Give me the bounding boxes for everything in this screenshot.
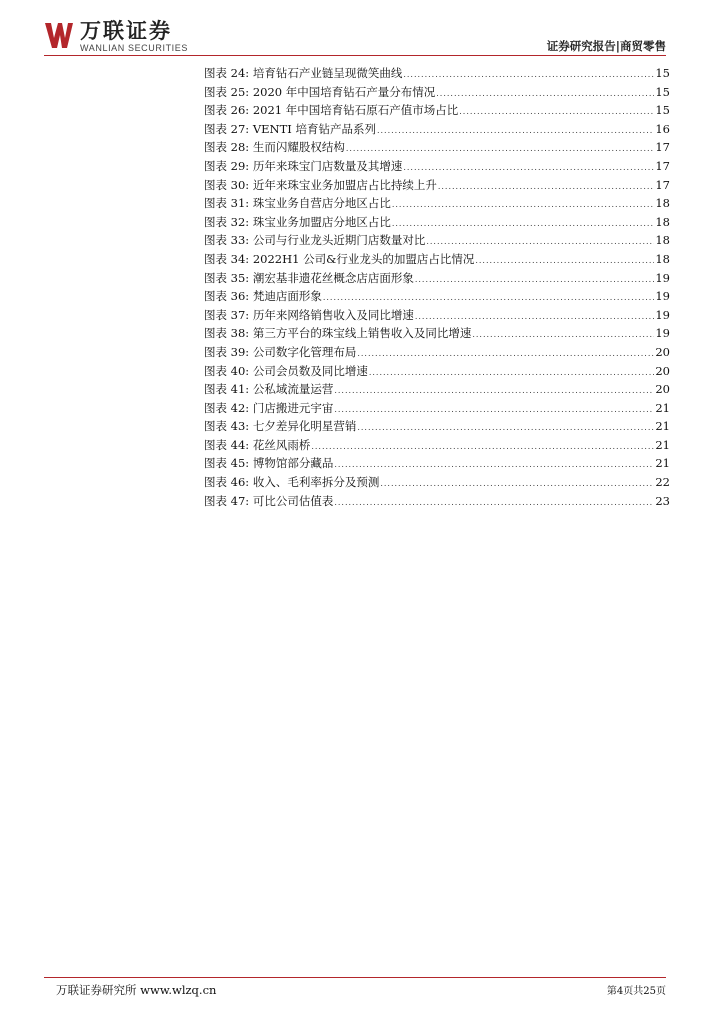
footer-institute: 万联证券研究所 www.wlzq.cn (56, 983, 217, 997)
toc-leader-dots (369, 364, 655, 383)
toc-entry[interactable] (204, 287, 670, 306)
report-category: 证券研究报告|商贸零售 (546, 39, 666, 53)
toc-entry-label: 图表 25: 2020 年中国培育钻石产量分布情况 (204, 84, 436, 99)
toc-entry[interactable] (204, 399, 670, 418)
toc-entry-label: 图表 27: VENTI 培育钻产品系列 (204, 121, 376, 136)
toc-entry[interactable] (204, 157, 670, 176)
toc-entry-page: 17 (655, 177, 670, 192)
toc-leader-dots (380, 475, 654, 494)
toc-leader-dots (392, 196, 655, 215)
toc-entry-page: 15 (655, 103, 670, 118)
toc-entry[interactable] (204, 269, 670, 288)
toc-leader-dots (392, 215, 655, 234)
toc-entry-label: 图表 39: 公司数字化管理布局 (204, 344, 357, 359)
toc-entry[interactable] (204, 101, 670, 120)
toc-leader-dots (334, 382, 654, 401)
toc-entry-label: 图表 44: 花丝风雨桥 (204, 437, 311, 452)
toc-entry-page: 18 (655, 251, 670, 266)
toc-entry-label: 图表 45: 博物馆部分藏品 (204, 456, 334, 471)
toc-leader-dots (403, 159, 654, 178)
toc-entry[interactable] (204, 83, 670, 102)
toc-entry-label: 图表 31: 珠宝业务自营店分地区占比 (204, 196, 391, 211)
toc-entry-label: 图表 43: 七夕差异化明星营销 (204, 419, 357, 434)
logo-chinese-name: 万联证券 (80, 19, 172, 43)
toc-entry-label: 图表 28: 生而闪耀股权结构 (204, 140, 345, 155)
toc-leader-dots (334, 401, 654, 420)
toc-entry-page: 21 (655, 437, 670, 452)
toc-leader-dots (311, 438, 654, 457)
toc-entry[interactable] (204, 324, 670, 343)
toc-entry-page: 20 (655, 363, 670, 378)
toc-entry-label: 图表 40: 公司会员数及同比增速 (204, 363, 368, 378)
company-logo (44, 20, 188, 54)
header-divider (44, 55, 666, 56)
toc-entry[interactable] (204, 213, 670, 232)
toc-entry[interactable] (204, 120, 670, 139)
toc-entry-page: 15 (655, 84, 670, 99)
toc-entry[interactable] (204, 138, 670, 157)
toc-leader-dots (357, 419, 654, 438)
toc-entry-page: 18 (655, 196, 670, 211)
toc-entry-page: 18 (655, 233, 670, 248)
footer-divider (44, 977, 666, 978)
toc-entry-label: 图表 35: 潮宏基非遗花丝概念店店面形象 (204, 270, 414, 285)
page-number: 第4页共25页 (606, 986, 666, 997)
toc-entry-page: 19 (655, 270, 670, 285)
toc-entry[interactable] (204, 380, 670, 399)
toc-entry-page: 21 (655, 419, 670, 434)
wanlian-logo-icon (44, 20, 74, 50)
toc-entry[interactable] (204, 306, 670, 325)
toc-entry-label: 图表 46: 收入、毛利率拆分及预测 (204, 475, 380, 490)
toc-entry[interactable] (204, 473, 670, 492)
toc-entry-label: 图表 32: 珠宝业务加盟店分地区占比 (204, 214, 391, 229)
toc-leader-dots (459, 103, 654, 122)
toc-entry[interactable] (204, 250, 670, 269)
toc-entry-page: 15 (655, 66, 670, 80)
toc-entry[interactable] (204, 436, 670, 455)
toc-entry-label: 图表 38: 第三方平台的珠宝线上销售收入及同比增速 (204, 326, 472, 341)
toc-entry-page: 20 (655, 344, 670, 359)
toc-entry-page: 21 (655, 400, 670, 415)
toc-entry[interactable] (204, 231, 670, 250)
toc-entry-page: 18 (655, 214, 670, 229)
toc-leader-dots (475, 252, 654, 271)
toc-leader-dots (438, 178, 655, 197)
toc-entry-label: 图表 33: 公司与行业龙头近期门店数量对比 (204, 233, 426, 248)
toc-entry-page: 21 (655, 456, 670, 471)
toc-entry-label: 图表 34: 2022H1 公司&行业龙头的加盟店占比情况 (204, 251, 475, 266)
toc-entry-page: 22 (655, 475, 670, 490)
toc-entry[interactable] (204, 362, 670, 381)
toc-entry[interactable] (204, 64, 670, 83)
toc-entry[interactable] (204, 454, 670, 473)
logo-english-name: WANLIAN SECURITIES (80, 43, 188, 53)
toc-leader-dots (377, 122, 654, 141)
toc-entry[interactable] (204, 417, 670, 436)
toc-leader-dots (334, 494, 654, 513)
toc-entry-page: 16 (655, 121, 670, 136)
toc-leader-dots (334, 456, 654, 475)
toc-entry-page: 20 (655, 382, 670, 397)
toc-entry[interactable] (204, 492, 670, 511)
toc-entry-page: 17 (655, 140, 670, 155)
toc-leader-dots (415, 271, 655, 290)
toc-entry-label: 图表 36: 梵迪店面形象 (204, 289, 322, 304)
figure-list (204, 64, 670, 510)
toc-entry-page: 19 (655, 307, 670, 322)
toc-entry-label: 图表 26: 2021 年中国培育钻石原石产值市场占比 (204, 103, 459, 118)
toc-entry-page: 23 (655, 493, 670, 508)
toc-entry-label: 图表 42: 门店搬进元宇宙 (204, 400, 334, 415)
toc-leader-dots (403, 66, 654, 85)
toc-entry[interactable] (204, 176, 670, 195)
toc-entry-label: 图表 41: 公私域流量运营 (204, 382, 334, 397)
toc-entry-label: 图表 30: 近年来珠宝业务加盟店占比持续上升 (204, 177, 437, 192)
toc-entry[interactable] (204, 194, 670, 213)
toc-entry-label: 图表 37: 历年来网络销售收入及同比增速 (204, 307, 414, 322)
toc-leader-dots (436, 85, 654, 104)
toc-entry-label: 图表 24: 培育钻石产业链呈现微笑曲线 (204, 66, 403, 80)
toc-leader-dots (472, 326, 654, 345)
toc-entry[interactable] (204, 343, 670, 362)
toc-entry-label: 图表 47: 可比公司估值表 (204, 493, 334, 508)
toc-entry-label: 图表 29: 历年来珠宝门店数量及其增速 (204, 158, 403, 173)
toc-entry-page: 19 (655, 326, 670, 341)
toc-entry-page: 17 (655, 158, 670, 173)
toc-leader-dots (357, 345, 654, 364)
toc-entry-page: 19 (655, 289, 670, 304)
